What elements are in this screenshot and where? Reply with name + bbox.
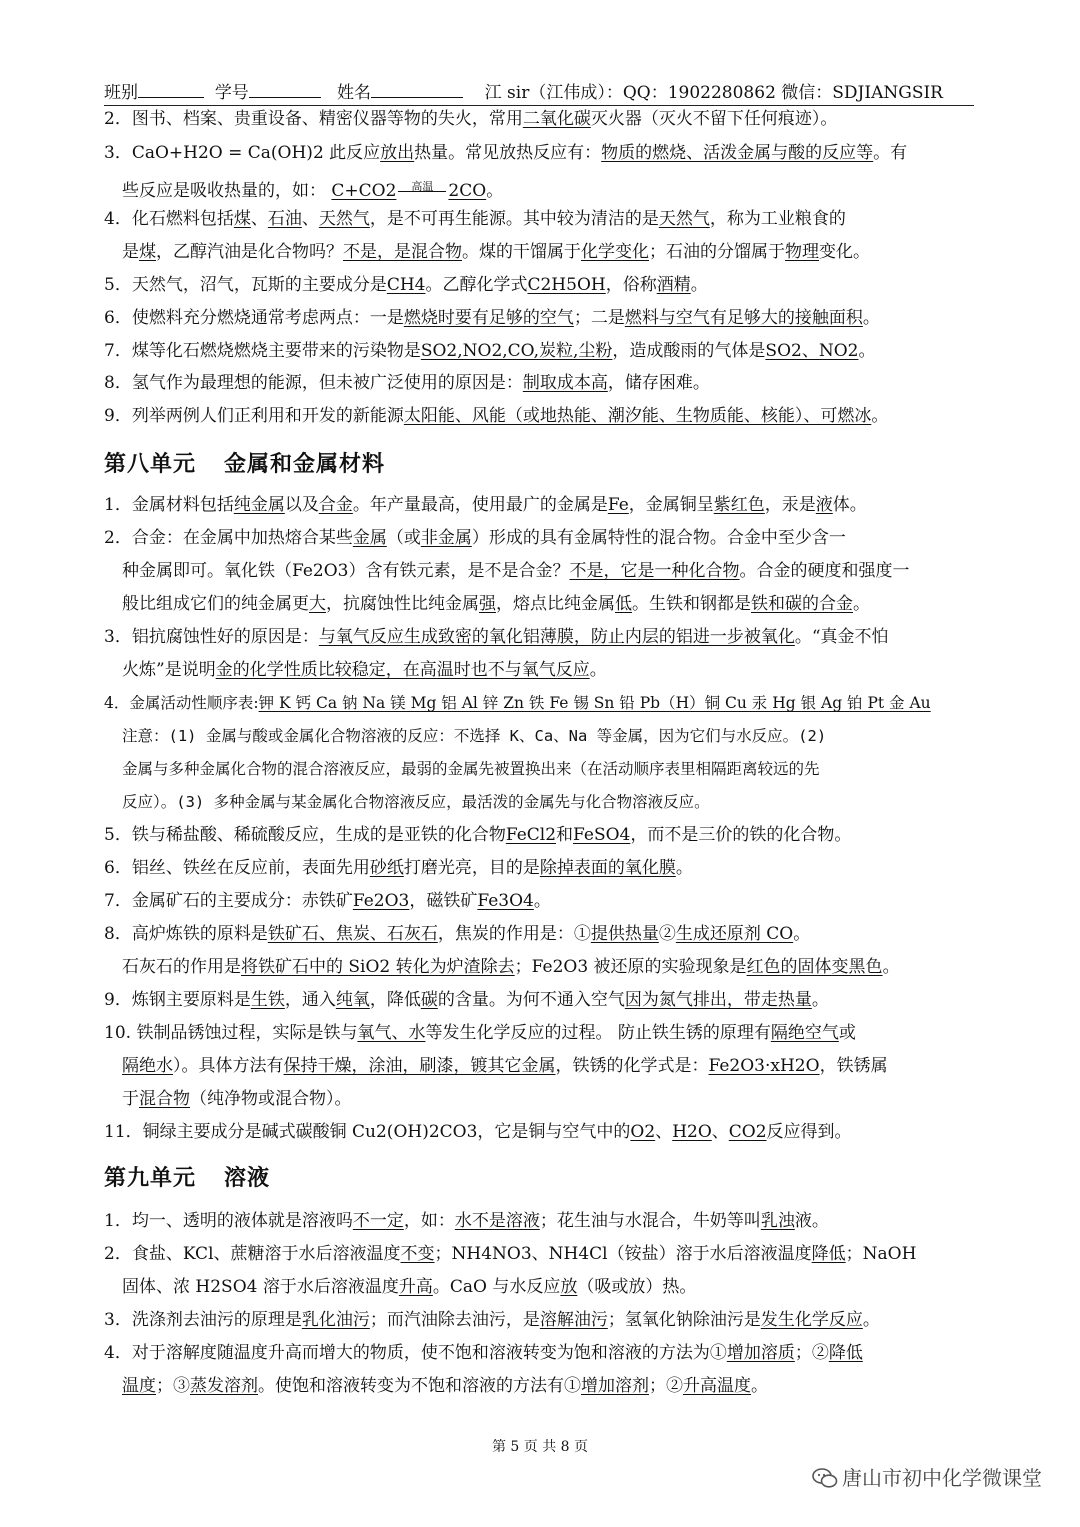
u9-item-3: 3．洗涤剂去油污的原理是乳化油污；而汽油除去油污，是溶解油污；氢氧化钠除油污是发生化学反应。 <box>104 1310 880 1330</box>
page-header <box>104 78 974 106</box>
u9-item-4: 4．对于溶解度随温度升高而增大的物质，使不饱和溶液转变为饱和溶液的方法为①增加溶质；②降低 <box>104 1343 863 1363</box>
item-4: 4．化石燃料包括煤、石油、天然气，是不可再生能源。其中较为清洁的是天然气，称为工业粮食的 <box>104 209 846 229</box>
student-id-label: 学号 <box>214 83 249 103</box>
u9-item-2: 2．食盐、KCl、蔗糖溶于水后溶液温度不变；NH4NO3、NH4Cl（铵盐）溶于水后溶液温度降低；NaOH <box>104 1244 917 1264</box>
unit9-heading: 第九单元 溶液 <box>104 1166 271 1191</box>
item-2: 2．图书、档案、贵重设备、精密仪器等物的失火，常用二氧化碳灭火器（灭火不留下任何痕迹）。 <box>104 109 838 129</box>
u8-note-3: 反应）。(3) 多种金属与某金属化合物溶液反应，最活泼的金属先与化合物溶液反应。 <box>122 793 710 811</box>
name-blank <box>371 83 463 98</box>
u8-item-1: 1．金属材料包括纯金属以及合金。年产量最高，使用最广的金属是Fe，金属铜呈紫红色，汞是液体。 <box>104 495 867 515</box>
page-number: 第 5 页 共 8 页 <box>491 1439 589 1455</box>
item-3-cont: 些反应是吸收热量的，如： C+CO2 高温 2CO。 <box>122 176 503 202</box>
u8-note-1: 注意：(1) 金属与酸或金属化合物溶液的反应：不选择 K、Ca、Na 等金属，因为它们与水反应。(2) <box>122 727 827 745</box>
u8-item-2: 2．合金：在金属中加热熔合某些金属（或非金属）形成的具有金属特性的混合物。合金中至少含一 <box>104 528 846 548</box>
u8-item-3: 3．铝抗腐蚀性好的原因是：与氧气反应生成致密的氧化铝薄膜，防止内层的铝进一步被氧化。“真金不怕 <box>104 627 889 647</box>
u8-item-10: 10. 铁制品锈蚀过程，实际是铁与氧气、水等发生化学反应的过程。 防止铁生锈的原理有隔绝空气或 <box>104 1023 856 1043</box>
u9-item-1: 1．均一、透明的液体就是溶液吗不一定，如：水不是溶液；花生油与水混合，牛奶等叫乳浊液。 <box>104 1211 829 1231</box>
item-7: 7．煤等化石燃烧燃烧主要带来的污染物是SO2,NO2,CO,炭粒,尘粉，造成酸雨的气体是SO2、NO2。 <box>104 341 876 361</box>
watermark-text: 唐山市初中化学微课堂 <box>842 1466 1042 1490</box>
item-9: 9．列举两例人们正利用和开发的新能源太阳能、风能（或地热能、潮汐能、生物质能、核能）、可燃冰。 <box>104 406 889 426</box>
class-label: 班别 <box>104 83 138 103</box>
item-5: 5．天然气，沼气，瓦斯的主要成分是CH4。乙醇化学式C2H5OH，俗称酒精。 <box>104 275 708 295</box>
watermark <box>812 1462 1042 1491</box>
unit8-heading: 第八单元 金属和金属材料 <box>104 452 386 477</box>
u8-item-7: 7．金属矿石的主要成分：赤铁矿Fe2O3，磁铁矿Fe3O4。 <box>104 891 551 911</box>
u8-item-5: 5．铁与稀盐酸、稀硫酸反应，生成的是亚铁的化合物FeCl2和FeSO4，而不是三价的铁的化合物。 <box>104 825 852 845</box>
reaction-arrow: 高温 <box>396 176 448 198</box>
u8-item-2-cont2: 般比组成它们的纯金属更大，抗腐蚀性比纯金属强，熔点比纯金属低。生铁和钢都是铁和碳的合金。 <box>122 594 870 614</box>
author-info: 江 sir（江伟成）：QQ：1902280862 微信：SDJIANGSIR <box>484 83 943 103</box>
u8-item-6: 6．铝丝、铁丝在反应前，表面先用砂纸打磨光亮，目的是除掉表面的氧化膜。 <box>104 858 693 878</box>
class-blank <box>138 83 204 98</box>
item-8: 8．氢气作为最理想的能源，但未被广泛使用的原因是：制取成本高，储存困难。 <box>104 373 710 393</box>
u9-item-2-cont: 固体、浓 H2SO4 溶于水后溶液温度升高。CaO 与水反应放（吸或放）热。 <box>122 1277 697 1297</box>
name-label: 姓名 <box>337 83 372 103</box>
u8-note-2: 金属与多种金属化合物的混合溶液反应，最弱的金属先被置换出来（在活动顺序表里相隔距离较远的先 <box>122 760 820 778</box>
u8-item-11: 11．铜绿主要成分是碱式碳酸铜 Cu2(OH)2CO3，它是铜与空气中的O2、H2O、CO2反应得到。 <box>104 1122 852 1142</box>
u8-item-10-cont2: 于混合物（纯净物或混合物）。 <box>122 1089 352 1109</box>
u8-item-8-cont: 石灰石的作用是将铁矿石中的 SiO2 转化为炉渣除去；Fe2O3 被还原的实验现象是红色的固体变黑色。 <box>122 957 900 977</box>
item-3: 3．CaO+H2O = Ca(OH)2 此反应放出热量。常见放热反应有：物质的燃烧、活泼金属与酸的反应等。有 <box>104 143 908 163</box>
u8-item-3-cont: 火炼”是说明金的化学性质比较稳定，在高温时也不与氧气反应。 <box>122 660 607 680</box>
student-id-blank <box>249 83 321 98</box>
wechat-icon <box>812 1468 838 1488</box>
u9-item-4-cont: 温度；③蒸发溶剂。使饱和溶液转变为不饱和溶液的方法有①增加溶剂；②升高温度。 <box>122 1376 768 1396</box>
u8-item-9: 9．炼钢主要原料是生铁，通入纯氧，降低碳的含量。为何不通入空气因为氮气排出，带走热量。 <box>104 990 829 1010</box>
u8-item-10-cont: 隔绝水）。具体方法有保持干燥，涂油，刷漆，镀其它金属，铁锈的化学式是：Fe2O3·xH2O，铁锈属 <box>122 1056 888 1076</box>
item-6: 6．使燃料充分燃烧通常考虑两点：一是燃烧时要有足够的空气；二是燃料与空气有足够大的接触面积。 <box>104 308 880 328</box>
u8-item-4: 4．金属活动性顺序表:钾 K 钙 Ca 钠 Na 镁 Mg 铝 Al 锌 Zn 铁 Fe 锡 Sn 铅 Pb（H）铜 Cu 汞 Hg 银 Ag 铂 Pt 金 Au <box>104 694 931 712</box>
u8-item-2-cont: 种金属即可。氧化铁（Fe2O3）含有铁元素，是不是合金？不是，它是一种化合物。合金的硬度和强度一 <box>122 561 910 581</box>
u8-item-8: 8．高炉炼铁的原料是铁矿石、焦炭、石灰石，焦炭的作用是：①提供热量②生成还原剂 CO。 <box>104 924 811 944</box>
item-4-cont: 是煤，乙醇汽油是化合物吗？不是，是混合物。煤的干馏属于化学变化；石油的分馏属于物理变化。 <box>122 242 870 262</box>
